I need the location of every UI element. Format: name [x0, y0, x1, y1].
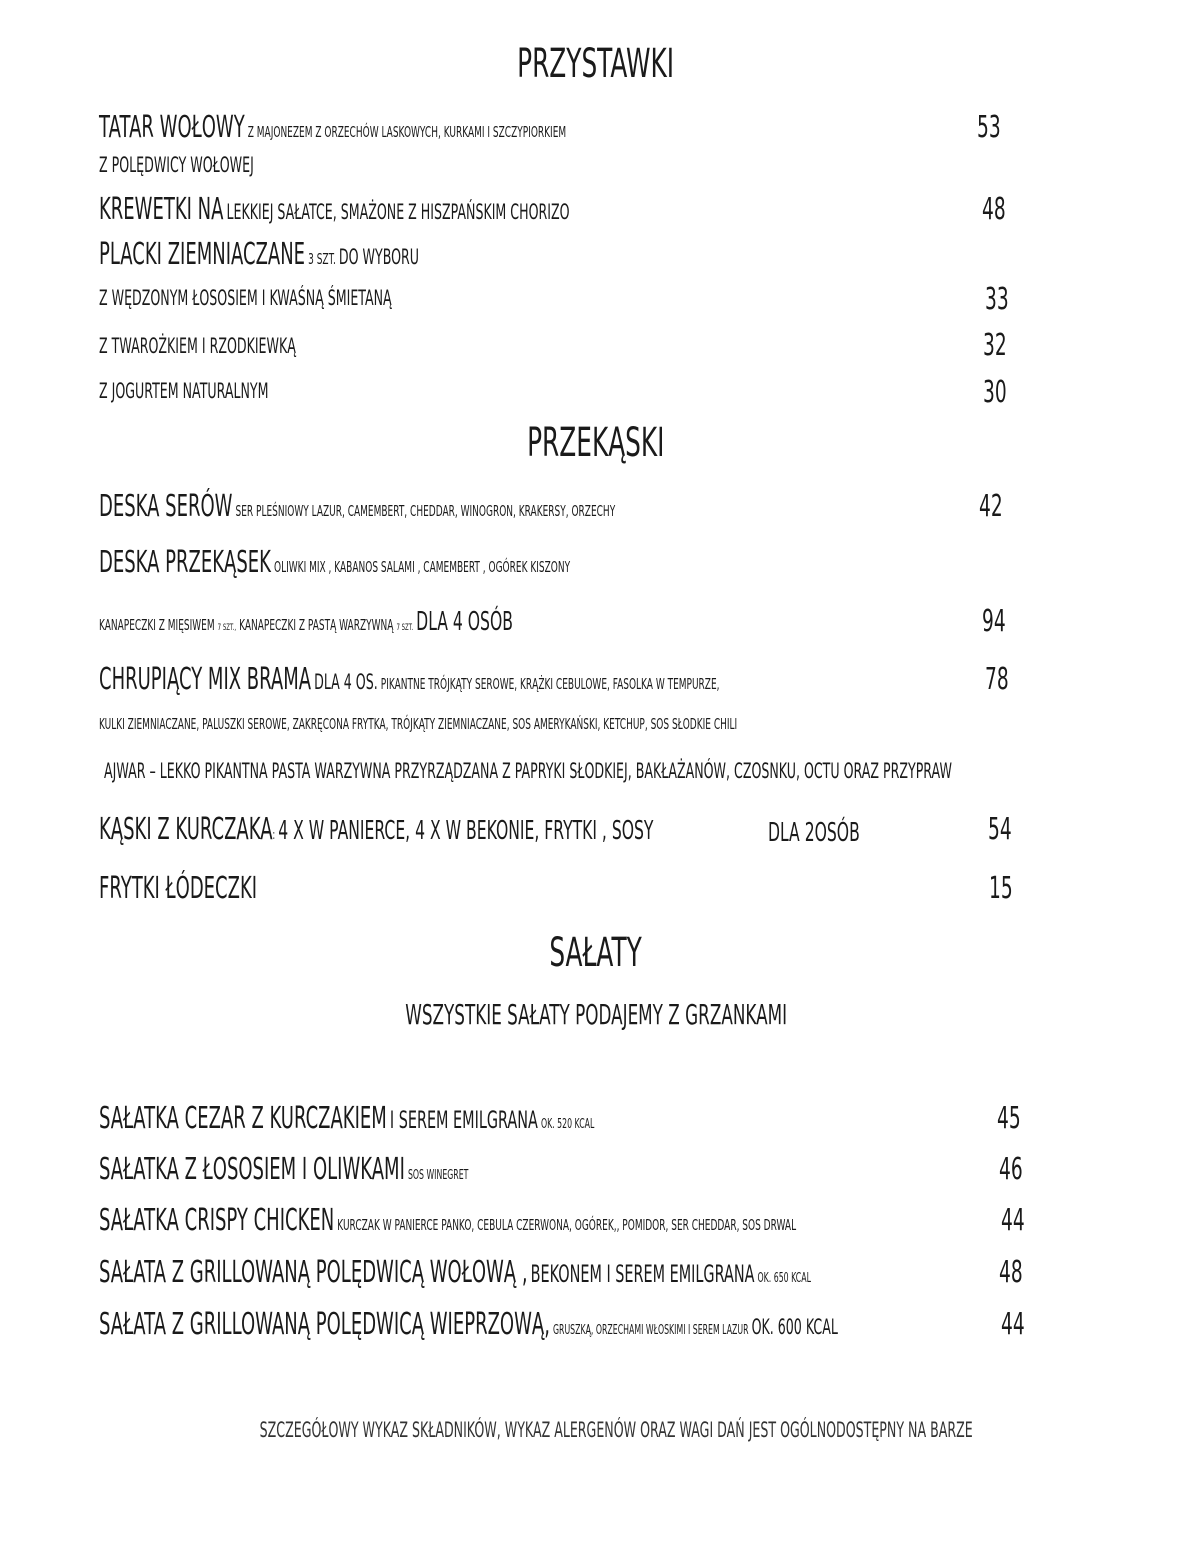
menu-item-frytki: FRYTKI ŁÓDECZKI: [99, 871, 258, 906]
item-name: DESKA SERÓW: [99, 489, 233, 524]
menu-item-cezar: [99, 1101, 925, 1136]
menu-item-krewetki: [99, 192, 883, 227]
menu-item-losos: [99, 1152, 715, 1187]
item-desc: BEKONEM I SEREM EMILGRANA: [530, 1260, 755, 1288]
menu-item-deska-serow: [99, 489, 959, 524]
item-price: 53: [977, 110, 1001, 145]
item-extra: DLA 2OSÓB: [768, 818, 860, 848]
item-desc: PIKANTNE TRÓJKĄTY SEROWE, KRĄŻKI CEBULOWE, FASOLKA W TEMPURZE,: [380, 675, 720, 693]
allergen-footer-note: SZCZEGÓŁOWY WYKAZ SKŁADNIKÓW, WYKAZ ALERGENÓW ORAZ WAGI DAŃ JEST OGÓLNODOSTĘPNY NA BARZE: [259, 1418, 973, 1442]
menu-item-wolowa: [99, 1255, 1192, 1290]
menu-item-placki: [99, 237, 632, 272]
item-name: SAŁATA Z GRILLOWANĄ POLĘDWICĄ WOŁOWĄ ,: [99, 1255, 528, 1290]
item-qty: 7 SZT.,: [217, 623, 237, 633]
item-name: SAŁATKA Z ŁOSOSIEM I OLIWKAMI: [99, 1152, 405, 1187]
menu-item-deska-przekasek: [99, 545, 884, 580]
item-name: SAŁATKA CEZAR Z KURCZAKIEM: [99, 1101, 387, 1136]
menu-item-placki-twarozek: Z TWAROŻKIEM I RZODKIEWKĄ: [99, 334, 296, 358]
item-price: 48: [982, 192, 1006, 227]
menu-item-kaski: KĄSKI Z KURCZAKA: 4 X W PANIERCE, 4 X W BEKONIE, FRYTKI , SOSY: [99, 812, 654, 847]
item-extra: DLA 4 OS.: [314, 670, 378, 694]
item-extra: DO WYBORU: [338, 245, 420, 269]
item-price: 44: [1001, 1307, 1025, 1342]
item-desc: SOS WINEGRET: [407, 1168, 469, 1183]
item-desc: LEKKIEJ SAŁATCE, SMAŻONE Z HISZPAŃSKIM CHORIZO: [226, 200, 570, 224]
item-name: KREWETKI NA: [99, 192, 224, 227]
section-title-przekaski: PRZEKĄSKI: [527, 420, 665, 466]
item-price: 42: [979, 489, 1003, 524]
item-desc: GRUSZKĄ, ORZECHAMI WŁOSKIMI I SEREM LAZUR: [552, 1323, 749, 1338]
item-price: 54: [988, 812, 1012, 847]
item-name: SAŁATA Z GRILLOWANĄ POLĘDWICĄ WIEPRZOWĄ,: [99, 1307, 550, 1342]
item-desc: I SEREM EMILGRANA: [389, 1106, 538, 1134]
section-subtitle-salaty: WSZYSTKIE SAŁATY PODAJEMY Z GRZANKAMI: [405, 998, 787, 1031]
item-qty: 3 SZT.: [308, 250, 336, 268]
menu-item-ajwar: AJWAR – LEKKO PIKANTNA PASTA WARZYWNA PRZYRZĄDZANA Z PAPRYKI SŁODKIEJ, BAKŁAŻANÓW, CZOSNKU, OCTU ORAZ PRZYPRAW: [104, 759, 952, 783]
item-price: 48: [999, 1255, 1023, 1290]
menu-item-wieprzowa: [99, 1307, 1192, 1342]
item-price: 45: [997, 1101, 1021, 1136]
item-name: PLACKI ZIEMNIACZANE: [99, 237, 306, 272]
item-desc: KURCZAK W PANIERCE PANKO, CEBULA CZERWONA, OGÓREK,, POMIDOR, SER CHEDDAR, SOS DRWAL: [337, 1216, 797, 1234]
section-title-przystawki: PRZYSTAWKI: [517, 41, 675, 87]
item-desc: Z MAJONEZEM Z ORZECHÓW LASKOWYCH, KURKAMI I SZCZYPIORKIEM: [247, 123, 567, 141]
menu-item-mix-desc: KULKI ZIEMNIACZANE, PALUSZKI SEROWE, ZAKRĘCONA FRYTKA, TRÓJKĄTY ZIEMNIACZANE, SOS AMERYKAŃSKI, KETCHUP, SOS SŁODKIE CHILI: [99, 715, 738, 733]
item-price: 46: [999, 1152, 1023, 1187]
item-desc: KANAPECZKI Z PASTĄ WARZYWNĄ: [239, 616, 394, 634]
item-desc: KANAPECZKI Z MIĘSIWEM: [99, 616, 215, 634]
item-name: SAŁATKA CRISPY CHICKEN: [99, 1203, 335, 1238]
section-title-salaty: SAŁATY: [549, 930, 643, 976]
menu-item-crispy: [99, 1203, 1192, 1238]
item-name: DESKA PRZEKĄSEK: [99, 545, 271, 580]
item-price: 33: [985, 282, 1009, 317]
menu-item-tatar: [99, 110, 878, 145]
item-price: 44: [1001, 1203, 1025, 1238]
item-price: 78: [985, 662, 1009, 697]
item-desc: SER PLEŚNIOWY LAZUR, CAMEMBERT, CHEDDAR, WINOGRON, KRAKERSY, ORZECHY: [235, 502, 616, 520]
menu-item-tatar-desc2: Z POLĘDWICY WOŁOWEJ: [99, 153, 254, 177]
item-extra: DLA 4 OSÓB: [416, 607, 513, 637]
item-price: 32: [983, 328, 1007, 363]
item-price: 15: [989, 871, 1013, 906]
item-price: 30: [983, 375, 1007, 410]
item-name: TATAR WOŁOWY: [99, 110, 245, 145]
item-kcal: OK. 520 KCAL: [540, 1117, 595, 1132]
menu-item-kanapeczki: [99, 609, 789, 635]
item-name: KĄSKI Z KURCZAKA: [99, 812, 273, 847]
menu-item-placki-losos: Z WĘDZONYM ŁOSOSIEM I KWAŚNĄ ŚMIETANĄ: [99, 286, 392, 310]
item-name: CHRUPIĄCY MIX BRAMA: [99, 662, 312, 697]
item-desc: 4 X W PANIERCE, 4 X W BEKONIE, FRYTKI , SOSY: [278, 816, 654, 846]
item-qty: 7 SZT.: [396, 623, 414, 633]
item-price: 94: [982, 604, 1006, 639]
menu-item-chrupiacy-mix: [99, 662, 1133, 697]
item-desc: OLIWKI MIX , KABANOS SALAMI , CAMEMBERT , OGÓREK KISZONY: [274, 558, 571, 576]
item-kcal: OK. 600 KCAL: [751, 1315, 838, 1339]
menu-item-placki-jogurt: Z JOGURTEM NATURALNYM: [99, 379, 269, 403]
item-kcal: OK. 650 KCAL: [757, 1271, 811, 1286]
